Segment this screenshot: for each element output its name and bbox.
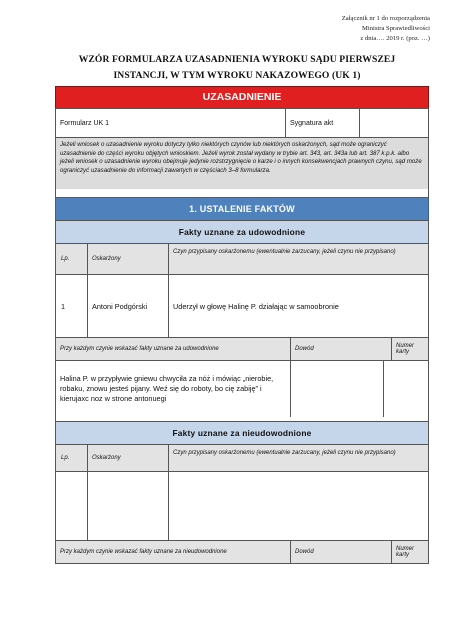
date-line: z dnia…. 2019 r. (poz. …) bbox=[360, 35, 430, 43]
row-lp[interactable]: 1 bbox=[56, 275, 88, 337]
fact-row bbox=[55, 360, 429, 417]
fact-text[interactable]: Halina P. w przypływie gniewu chwyciła za nóż i mówiąc „nierobie, robaku, znowu jesteś pijany. Weź się do roboty, bo cię zabiję” i kierujaxc noz w strone antonuegi bbox=[56, 361, 291, 417]
row-act[interactable]: Uderzył w głowę Halinę P. działając w samoobronie bbox=[173, 301, 339, 311]
column-lp: Lp. bbox=[56, 445, 88, 471]
unproven-facts-heading: Fakty uznane za nieudowodnione bbox=[55, 421, 429, 444]
unproven-table-header bbox=[55, 444, 429, 471]
column-card-number: Numer karty bbox=[396, 343, 415, 355]
regulation-annex-header bbox=[342, 14, 430, 45]
form-heading: UZASADNIENIE bbox=[55, 86, 429, 108]
document-title bbox=[40, 52, 434, 84]
column-evidence: Dowód bbox=[291, 541, 392, 563]
annex-line: Załącznik nr 1 do rozporządzenia bbox=[341, 15, 430, 22]
instruction-note: Jeżeli wniosek o uzasadnienie wyroku dotyczy tylko niektórych czynów lub niektórych oskarżonych, sąd może ograniczyć uzasadnienie do części wyroku objętych wnioskiem. Jeżeli wyrok został wydany w trybie art. 343, art. 343a lub art. 387 k.p.k. albo jeżeli wniosek o uzasadnienie wyroku obejmuje jedynie rozstrzygnięcie o karze i o innych konsekwencjach prawnych czynu, sąd może ograniczyć uzasadnienie do informacji zawartych w częściach 3–8 formularza. bbox=[55, 137, 429, 189]
column-card-number: Numer karty bbox=[396, 546, 415, 558]
column-lp: Lp. bbox=[56, 244, 88, 274]
signature-field[interactable] bbox=[360, 109, 428, 137]
column-fact: Przy każdym czynie wskazać fakty uznane za nieudowodnione bbox=[56, 541, 291, 563]
title-line-1: WZÓR FORMULARZA UZASADNIENIA WYROKU SĄDU PIERWSZEJ bbox=[78, 54, 396, 65]
justification-form bbox=[55, 86, 429, 564]
row-defendant[interactable] bbox=[88, 472, 169, 540]
form-id-row bbox=[55, 108, 429, 137]
card-number-cell[interactable] bbox=[384, 361, 428, 417]
table-row bbox=[55, 471, 429, 540]
proven-facts-table-header bbox=[55, 337, 429, 360]
column-act: Czyn przypisany oskarżonemu (ewentualnie zarzucany, jeżeli czynu nie przypisano) bbox=[173, 450, 396, 456]
unproven-facts-table-header bbox=[55, 540, 429, 564]
column-evidence: Dowód bbox=[291, 338, 392, 360]
form-label: Formularz UK 1 bbox=[56, 109, 286, 137]
spacer bbox=[55, 189, 429, 197]
column-defendant: Oskarżony bbox=[88, 445, 169, 471]
row-act[interactable] bbox=[169, 472, 428, 540]
proven-table-header bbox=[55, 243, 429, 274]
section-1-heading: 1. USTALENIE FAKTÓW bbox=[55, 197, 429, 220]
title-line-2: INSTANCJI, W TYM WYROKU NAKAZOWEGO (UK 1) bbox=[113, 70, 361, 81]
signature-label: Sygnatura akt bbox=[286, 109, 360, 137]
row-defendant[interactable]: Antoni Podgórski bbox=[88, 275, 169, 337]
column-defendant: Oskarżony bbox=[88, 244, 169, 274]
proven-facts-heading: Fakty uznane za udowodnione bbox=[55, 220, 429, 243]
column-act: Czyn przypisany oskarżonemu (ewentualnie zarzucany, jeżeli czynu nie przypisano) bbox=[173, 249, 396, 255]
column-fact: Przy każdym czynie wskazać fakty uznane za udowodnione bbox=[56, 338, 291, 360]
ministry-line: Ministra Sprawiedliwości bbox=[362, 25, 430, 33]
row-lp[interactable] bbox=[56, 472, 88, 540]
table-row bbox=[55, 274, 429, 337]
evidence-cell[interactable] bbox=[291, 361, 384, 417]
